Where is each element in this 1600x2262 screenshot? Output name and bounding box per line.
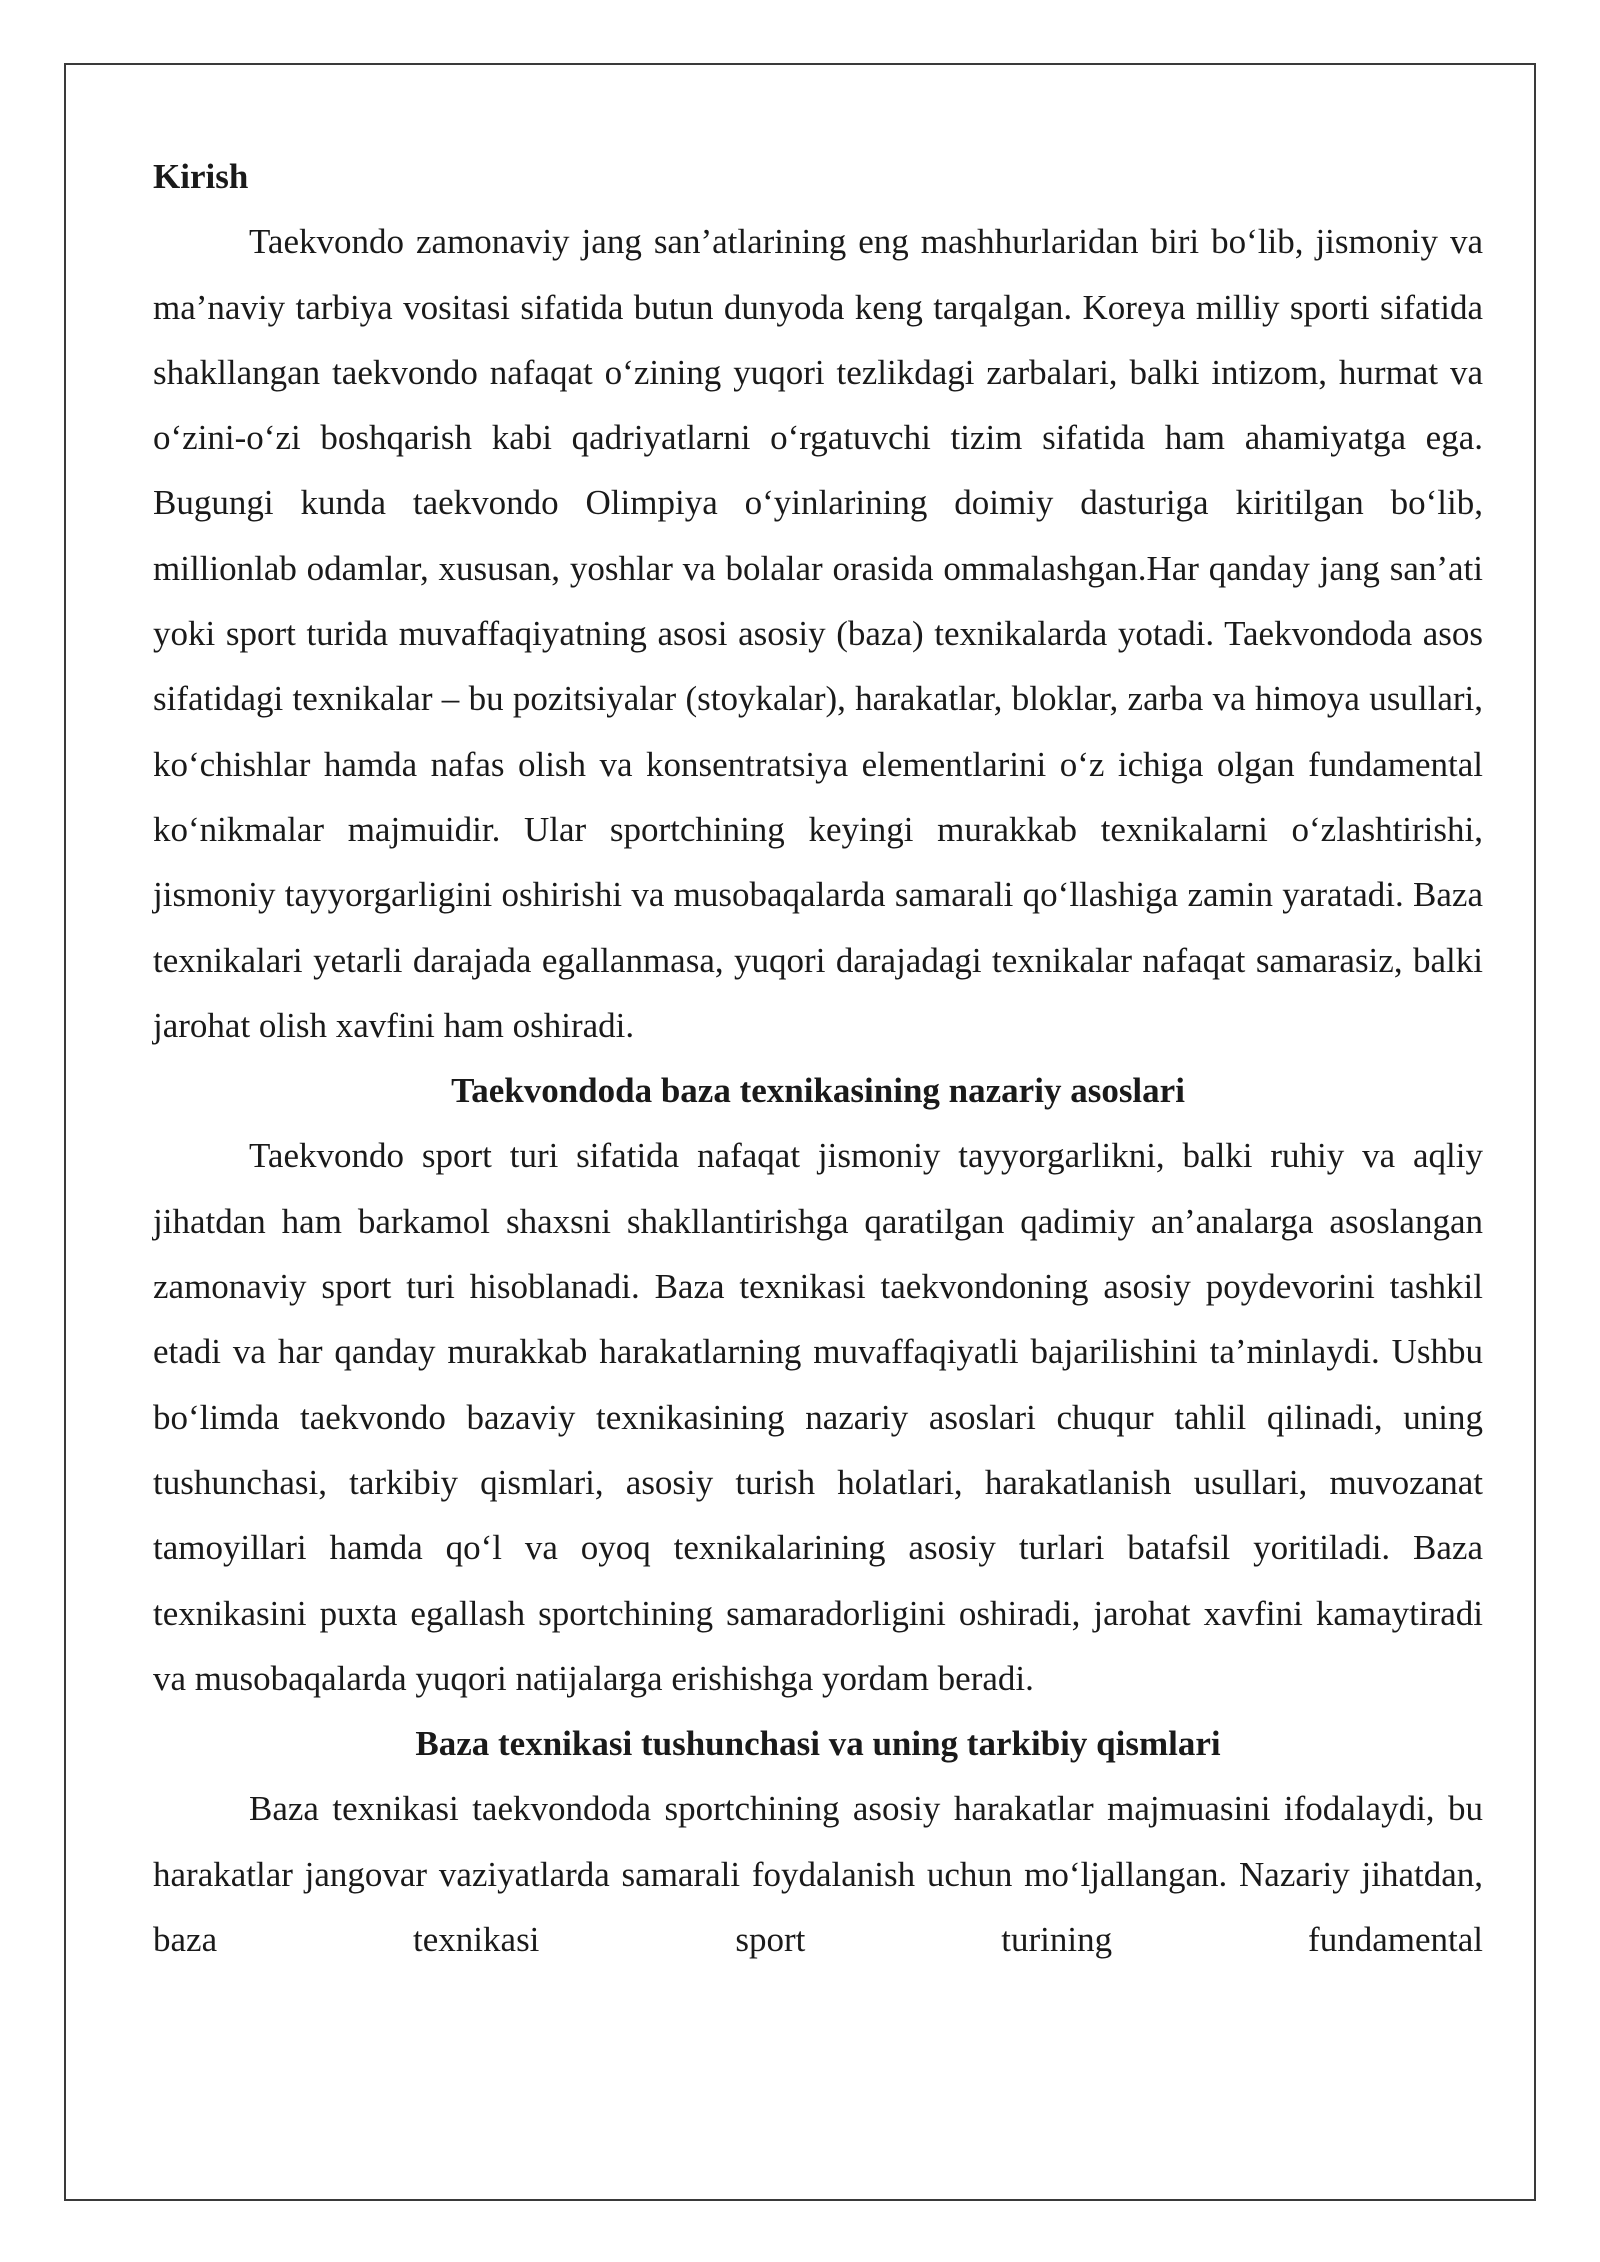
document-body — [153, 144, 1483, 1972]
intro-paragraph: Taekvondo zamonaviy jang san’atlarining eng mashhurlaridan biri bo‘lib, jismoniy va ma’naviy tarbiya vositasi sifatida butun dunyoda keng tarqalgan. Koreya milliy sporti sifatida shakllangan taekvondo nafaqat o‘zining yuqori tezlikdagi zarbalari, balki intizom, hurmat va o‘zini-o‘zi boshqarish kabi qadriyatlarni o‘rgatuvchi tizim sifatida ham ahamiyatga ega. Bugungi kunda taekvondo Olimpiya o‘yinlarining doimiy dasturiga kiritilgan bo‘lib, millionlab odamlar, xususan, yoshlar va bolalar orasida ommalashgan.Har qanday jang san’ati yoki sport turida muvaffaqiyatning asosi asosiy (baza) texnikalarda yotadi. Taekvondoda asos sifatidagi texnikalar – bu pozitsiyalar (stoykalar), harakatlar, bloklar, zarba va himoya usullari, ko‘chishlar hamda nafas olish va konsentratsiya elementlarini o‘z ichiga olgan fundamental ko‘nikmalar majmuidir. Ular sportchining keyingi murakkab texnikalarni o‘zlashtirishi, jismoniy tayyorgarligini oshirishi va musobaqalarda samarali qo‘llashiga zamin yaratadi. Baza texnikalari yetarli darajada egallanmasa, yuqori darajadagi texnikalar nafaqat samarasiz, balki jarohat olish xavfini ham oshiradi. — [153, 222, 1483, 1045]
section-paragraph-theory: Taekvondo sport turi sifatida nafaqat jismoniy tayyorgarlikni, balki ruhiy va aqliy jihatdan ham barkamol shaxsni shakllantirishga qaratilgan qadimiy an’analarga asoslangan zamonaviy sport turi hisoblanadi. Baza texnikasi taekvondoning asosiy poydevorini tashkil etadi va har qanday murakkab harakatlarning muvaffaqiyatli bajarilishini ta’minlaydi. Ushbu bo‘limda taekvondo bazaviy texnikasining nazariy asoslari chuqur tahlil qilinadi, uning tushunchasi, tarkibiy qismlari, asosiy turish holatlari, harakatlanish usullari, muvozanat tamoyillari hamda qo‘l va oyoq texnikalarining asosiy turlari batafsil yoritiladi. Baza texnikasini puxta egallash sportchining samaradorligini oshiradi, jarohat xavfini kamaytiradi va musobaqalarda yuqori natijalarga erishishga yordam beradi. — [153, 1136, 1483, 1698]
section-paragraph-components: Baza texnikasi taekvondoda sportchining asosiy harakatlar majmuasini ifodalaydi, bu harakatlar jangovar vaziyatlarda samarali foydalanish uchun mo‘ljallangan. Nazariy jihatdan, baza texnikasi sport turining fundamental — [153, 1789, 1483, 1960]
section-heading-theory: Taekvondoda baza texnikasining nazariy asoslari — [451, 1071, 1185, 1111]
intro-heading: Kirish — [153, 157, 249, 196]
section-heading-components: Baza texnikasi tushunchasi va uning tarkibiy qismlari — [415, 1724, 1221, 1764]
